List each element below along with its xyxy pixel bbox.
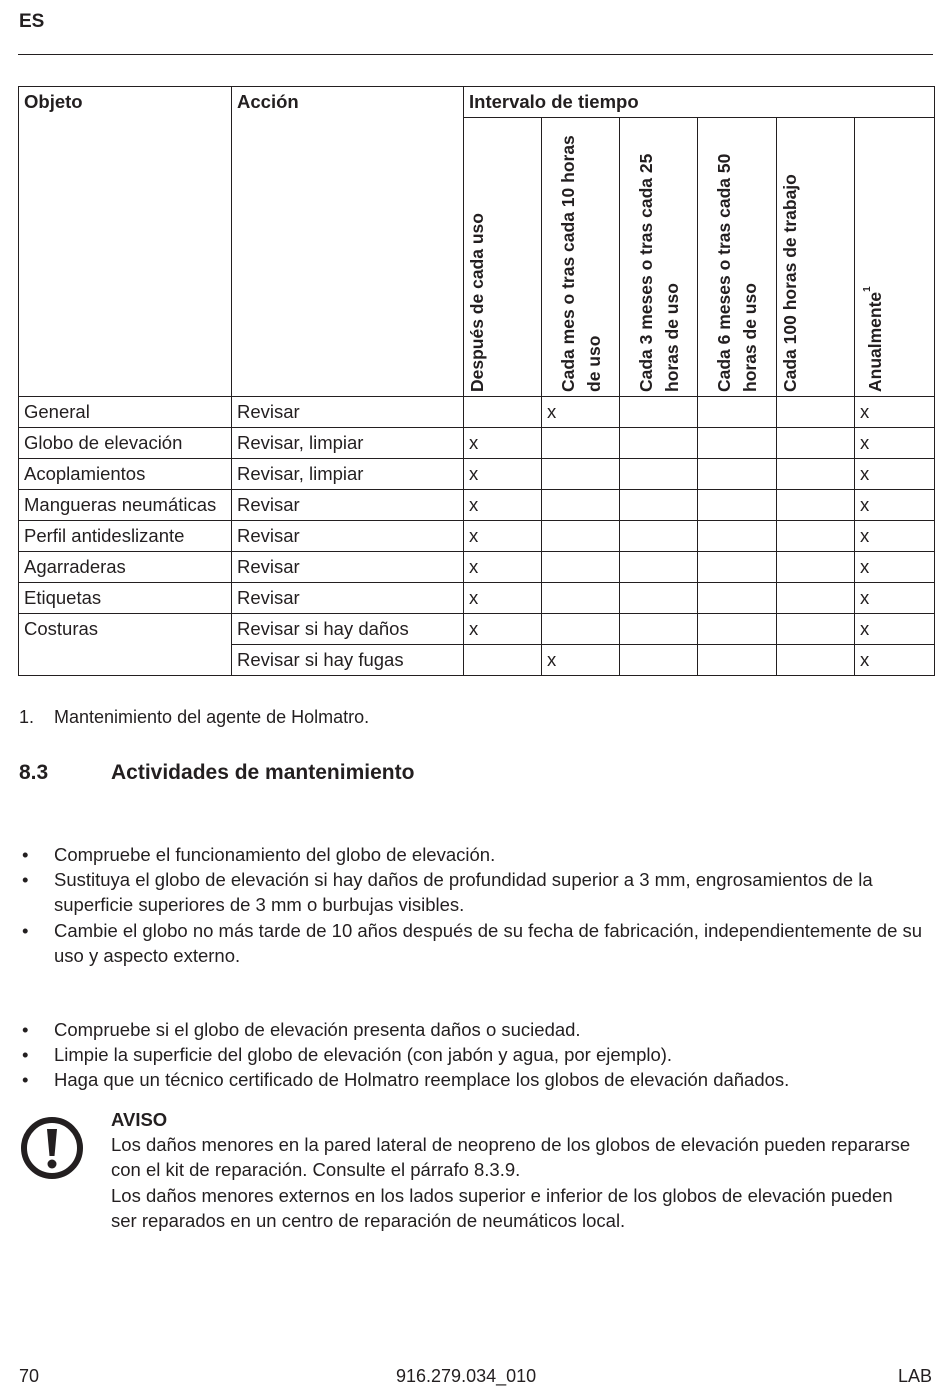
mark-cell [777,583,855,614]
action-cell: Revisar [232,490,464,521]
table-row [19,521,935,552]
exclamation-circle-icon [20,1116,84,1180]
mark-cell [620,583,698,614]
mark-cell [698,397,777,428]
mark-cell [542,490,620,521]
language-code: ES [19,11,45,32]
mark-cell: x [542,397,620,428]
mark-cell [620,490,698,521]
header-rule [18,54,933,55]
mark-cell: x [855,521,935,552]
list-item: • Haga que un técnico certificado de Holmatro reemplace los globos de elevación dañados. [22,1069,790,1091]
list-item: • Compruebe si el globo de elevación presenta daños o suciedad. [22,1019,581,1040]
mark-cell: x [855,397,935,428]
bullet-list-cleaning [19,1017,934,1093]
mark-cell: x [542,645,620,676]
interval-header: Cada mes o tras cada 10 horas de uso [542,118,620,397]
mark-cell [542,459,620,490]
table-row [19,428,935,459]
object-cell: General [19,397,232,428]
list-item: • Sustituya el globo de elevación si hay daños de profundidad superior a 3 mm, engrosamientos de la superficie superiores de 3 mm o burbujas visibles. [22,869,873,916]
mark-cell [542,428,620,459]
object-cell: Perfil antideslizante [19,521,232,552]
mark-cell [620,552,698,583]
notice-box [111,1107,911,1233]
mark-cell [542,521,620,552]
list-item: • Limpie la superficie del globo de elevación (con jabón y agua, por ejemplo). [22,1044,673,1066]
mark-cell [698,459,777,490]
mark-cell [620,459,698,490]
mark-cell: x [464,459,542,490]
notice-text-1: Los daños menores en la pared lateral de neopreno de los globos de elevación pueden repararse con el kit de reparación. Consulte el párrafo 8.3.9. [111,1134,911,1181]
action-cell: Revisar [232,552,464,583]
interval-header: Cada 100 horas de trabajo [777,118,855,397]
notice-text-2: Los daños menores externos en los lados superior e inferior de los globos de elevación pueden ser reparados en un centro de reparación de neumáticos local. [111,1184,893,1231]
table-row [19,552,935,583]
mark-cell [777,490,855,521]
mark-cell: x [855,583,935,614]
mark-cell [620,397,698,428]
table-row [19,583,935,614]
mark-cell [777,645,855,676]
page-number: 70 [19,1366,40,1386]
mark-cell [698,521,777,552]
mark-cell [777,552,855,583]
mark-cell [620,428,698,459]
col-header-interval: Intervalo de tiempo [464,87,935,118]
section-heading [19,761,414,785]
object-cell: Etiquetas [19,583,232,614]
mark-cell [620,521,698,552]
mark-cell: x [464,583,542,614]
interval-header: Cada 6 meses o tras cada 50 horas de uso [698,118,777,397]
list-item: • Cambie el globo no más tarde de 10 años después de su fecha de fabricación, independientemente de su uso y aspecto externo. [22,919,923,966]
mark-cell [777,428,855,459]
object-cell: Globo de elevación [19,428,232,459]
mark-cell: x [464,552,542,583]
table-row [19,459,935,490]
mark-cell: x [855,552,935,583]
mark-cell: x [464,521,542,552]
mark-cell [620,645,698,676]
mark-cell [777,521,855,552]
action-cell: Revisar [232,583,464,614]
interval-header-annual: Anualmente$^1$ [855,118,935,397]
object-cell: Mangueras neumáticas [19,490,232,521]
col-header-object: Objeto [19,87,232,397]
footnote-text: Mantenimiento del agente de Holmatro. [54,707,370,727]
mark-cell [620,614,698,645]
action-cell: Revisar, limpiar [232,428,464,459]
mark-cell: x [855,490,935,521]
mark-cell [542,614,620,645]
mark-cell: x [855,614,935,645]
interval-header: Cada 3 meses o tras cada 25 horas de uso [620,118,698,397]
object-cell: Costuras [19,614,232,676]
table-row [19,490,935,521]
mark-cell [698,428,777,459]
mark-cell: x [464,428,542,459]
mark-cell [777,459,855,490]
mark-cell [542,583,620,614]
mark-cell: x [464,490,542,521]
footnote-number: 1. [19,707,35,727]
mark-cell: x [855,428,935,459]
action-cell: Revisar [232,397,464,428]
mark-cell: x [464,614,542,645]
section-number: 8.3 [19,761,49,784]
mark-cell [698,614,777,645]
mark-cell: x [855,459,935,490]
mark-cell [698,583,777,614]
mark-cell [464,397,542,428]
mark-cell [777,397,855,428]
object-cell: Agarraderas [19,552,232,583]
bullet-list-inspection [19,842,934,968]
action-cell: Revisar, limpiar [232,459,464,490]
col-header-action: Acción [232,87,464,397]
footnote [19,707,369,728]
mark-cell [464,645,542,676]
mark-cell [698,490,777,521]
action-cell: Revisar si hay daños [232,614,464,645]
mark-cell [542,552,620,583]
interval-header: Después de cada uso [464,118,542,397]
action-cell: Revisar [232,521,464,552]
maintenance-table [18,86,935,676]
section-title: Actividades de mantenimiento [111,761,415,784]
mark-cell [777,614,855,645]
table-row [19,614,935,645]
mark-cell [698,645,777,676]
notice-title: AVISO [111,1109,168,1130]
table-row [19,397,935,428]
mark-cell [698,552,777,583]
document-number: 916.279.034_010 [396,1366,537,1386]
action-cell: Revisar si hay fugas [232,645,464,676]
list-item: • Compruebe el funcionamiento del globo de elevación. [22,844,496,865]
mark-cell: x [855,645,935,676]
product-code: LAB [897,1366,932,1386]
object-cell: Acoplamientos [19,459,232,490]
